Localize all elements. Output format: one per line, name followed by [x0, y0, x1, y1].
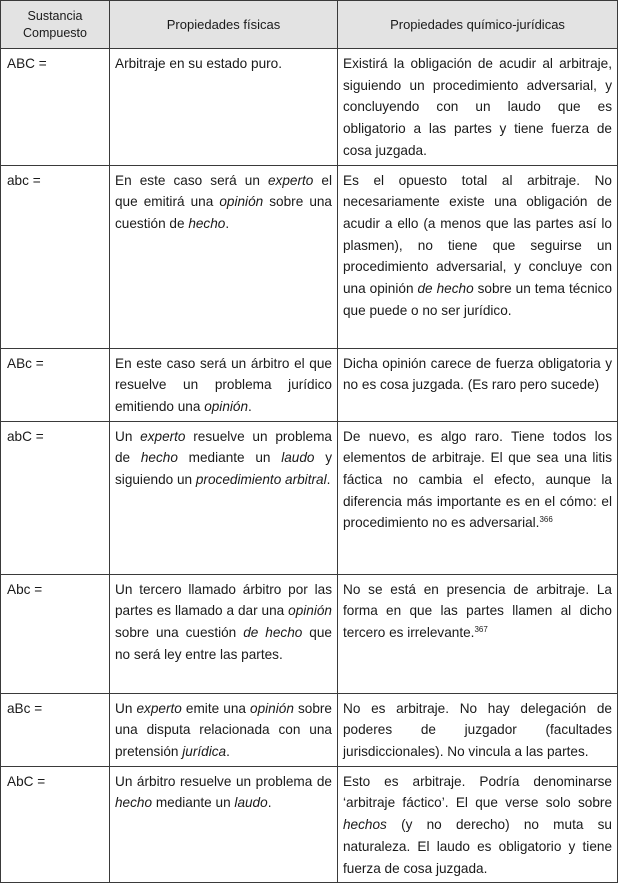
text-segment: el que emitirá una	[115, 172, 333, 210]
text-segment: .	[226, 744, 230, 760]
text-segment: Un	[115, 428, 141, 444]
table-row	[1, 766, 618, 883]
header-chemical: Propiedades químico-jurídicas	[338, 1, 618, 49]
text-segment: .	[248, 398, 252, 414]
substance-code: abC =	[1, 421, 110, 574]
text-segment: (y no derecho) no muta su naturaleza. El laudo es obligatorio y tiene fuerza de cosa juzgada.	[343, 817, 612, 876]
table-row	[1, 165, 618, 348]
text-segment: experto	[140, 428, 186, 444]
physical-properties-cell	[110, 49, 338, 166]
text-segment: procedimiento arbitral	[195, 472, 327, 488]
text-segment: .	[225, 215, 230, 231]
header-substance-line2: Compuesto	[23, 25, 87, 40]
text-segment: opinión	[250, 700, 294, 716]
text-segment: De nuevo, es algo raro. Tiene todos los elementos de arbitraje. El que sea una litis fáctica no cambia el efecto, aunque la diferencia más importante es en el cómo: el procedimiento no es adversarial.	[343, 428, 612, 531]
text-segment: .	[326, 472, 331, 488]
text-segment: opinión	[219, 194, 264, 210]
substance-code: ABc =	[1, 348, 110, 421]
text-segment: de hecho	[243, 625, 303, 641]
physical-properties-cell	[110, 421, 338, 574]
text-segment: En este caso será un	[115, 172, 268, 188]
text-segment: Esto es arbitraje. Podría denominarse ‘arbitraje fáctico’. El que verse solo sobre	[343, 773, 612, 811]
text-segment: Existirá la obligación de acudir al arbitraje, siguiendo un procedimiento adversarial, y concluyendo con un laudo que es obligatorio a las partes y tiene fuerza de cosa juzgada.	[343, 56, 612, 158]
text-segment: hechos	[343, 817, 387, 833]
footnote-ref: 366	[539, 515, 553, 525]
text-segment: sobre una cuestión	[115, 625, 244, 641]
physical-properties-cell	[110, 693, 338, 766]
text-segment: En este caso será un árbitro el que resuelve un problema jurídico emitiendo una	[115, 355, 332, 414]
table-row	[1, 49, 618, 166]
header-row	[1, 1, 618, 49]
table-row	[1, 693, 618, 766]
header-substance	[1, 1, 110, 49]
chemical-properties-cell	[338, 421, 618, 574]
text-segment: opinión	[288, 603, 332, 619]
text-segment: hecho	[115, 795, 153, 811]
chemical-properties-cell	[338, 165, 618, 348]
text-segment: sobre una disputa relacionada con una pretensión	[115, 700, 332, 760]
text-segment: opinión	[204, 398, 249, 414]
text-segment: sobre una cuestión de	[115, 194, 332, 231]
text-segment: mediante un	[152, 795, 235, 811]
text-segment: No es arbitraje. No hay delegación de poderes de juzgador (facultades jurisdiccionales). No vincula a las partes.	[343, 700, 612, 760]
table-row	[1, 574, 618, 693]
text-segment: .	[267, 795, 272, 811]
substance-code: AbC =	[1, 766, 110, 883]
text-segment: laudo	[234, 795, 268, 811]
physical-properties-cell	[110, 165, 338, 348]
text-segment: experto	[268, 172, 314, 188]
chemical-properties-cell	[338, 574, 618, 693]
chemical-properties-cell	[338, 693, 618, 766]
chemical-properties-cell	[338, 49, 618, 166]
chemical-properties-cell	[338, 766, 618, 883]
physical-properties-cell	[110, 348, 338, 421]
footnote-ref: 367	[474, 625, 488, 635]
text-segment: Un árbitro resuelve un problema de	[115, 773, 332, 789]
text-segment: Arbitraje en su estado puro.	[115, 56, 283, 71]
header-physical: Propiedades físicas	[110, 1, 338, 49]
substance-code: Abc =	[1, 574, 110, 693]
substance-code: ABC =	[1, 49, 110, 166]
table-row	[1, 348, 618, 421]
text-segment: hecho	[140, 450, 178, 466]
text-segment: Un	[115, 700, 137, 716]
text-segment: sobre un tema técnico que puede o no ser jurídico.	[343, 281, 613, 318]
text-segment: emite una	[181, 700, 251, 716]
chemical-properties-cell	[338, 348, 618, 421]
header-substance-line1: Sustancia	[27, 8, 83, 23]
physical-properties-cell	[110, 574, 338, 693]
text-segment: Dicha opinión carece de fuerza obligatoria y no es cosa juzgada. (Es raro pero sucede)	[343, 355, 612, 393]
text-segment: y siguiendo un	[115, 450, 333, 488]
text-segment: hecho	[188, 215, 226, 231]
text-segment: experto	[136, 700, 182, 716]
substance-code: aBc =	[1, 693, 110, 766]
text-segment: No se está en presencia de arbitraje. La forma en que las partes llamen al dicho tercero es irrelevante.	[343, 581, 612, 641]
text-segment: mediante un	[177, 450, 282, 466]
text-segment: laudo	[281, 450, 315, 466]
text-segment: jurídica	[182, 744, 227, 760]
text-segment: resuelve un problema de	[115, 428, 332, 466]
text-segment: Es el opuesto total al arbitraje. No necesariamente existe una obligación de acudir a ello (a menos que las partes así lo plasmen), no tiene que seguirse un procedimiento adversarial, y concluye con una opinión	[343, 172, 612, 297]
physical-properties-cell	[110, 766, 338, 883]
table-row	[1, 421, 618, 574]
text-segment: Un tercero llamado árbitro por las partes es llamado a dar una	[115, 581, 332, 619]
text-segment: que no será ley entre las partes.	[115, 625, 332, 662]
substance-code: abc =	[1, 165, 110, 348]
text-segment: de hecho	[417, 281, 474, 297]
